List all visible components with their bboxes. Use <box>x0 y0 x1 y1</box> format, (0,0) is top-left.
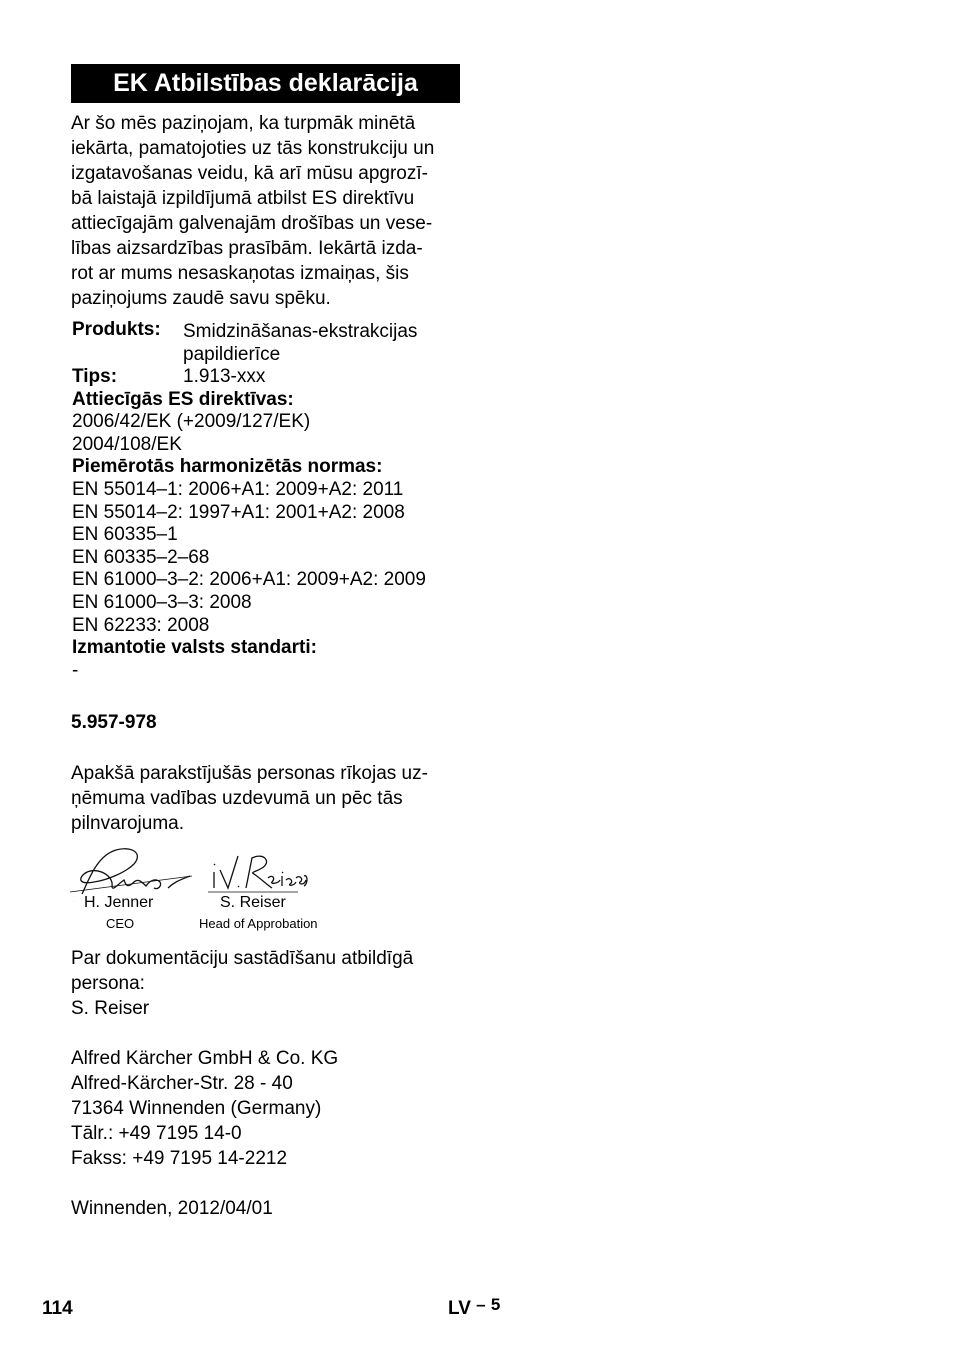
signatory-role: CEO <box>106 916 135 931</box>
signatory-role: Head of Approbation <box>199 916 318 931</box>
national-standards-heading: Izmantotie valsts standarti: <box>72 637 317 659</box>
company-address <box>71 1046 471 1171</box>
responsible-person <box>71 946 471 1021</box>
norm-item: EN 60335–1 <box>72 524 178 546</box>
address-line: 71364 Winnenden (Germany) <box>71 1098 322 1119</box>
responsible-line: Par dokumentāciju sastādīšanu atbildīgā <box>71 948 414 969</box>
signature-block <box>68 842 338 937</box>
product-value-line: Smidzināšanas-ekstrakcijas <box>183 321 418 342</box>
intro-line: lības aizsardzības prasībām. Iekārtā izda- <box>71 238 423 259</box>
norm-item: EN 55014–2: 1997+A1: 2001+A2: 2008 <box>72 501 405 523</box>
norm-item: EN 55014–1: 2006+A1: 2009+A2: 2011 <box>72 478 404 500</box>
type-value: 1.913-xxx <box>183 366 266 387</box>
type-row <box>72 366 472 389</box>
signatories-line: pilnvarojuma. <box>71 813 184 834</box>
page-number: 114 <box>42 1298 73 1319</box>
address-line: Alfred-Kärcher-Str. 28 - 40 <box>71 1073 293 1094</box>
signatory-name: S. Reiser <box>220 894 286 911</box>
address-line: Tālr.: +49 7195 14-0 <box>71 1123 242 1144</box>
directives-heading: Attiecīgās ES direktīvas: <box>72 388 294 410</box>
product-row <box>72 319 472 366</box>
language-marker <box>448 1295 501 1320</box>
directive-item: 2004/108/EK <box>72 433 182 455</box>
signatory-name: H. Jenner <box>84 894 154 911</box>
page-title: EK Atbilstības deklarācija <box>71 64 460 103</box>
intro-line: iekārta, pamatojoties uz tās konstrukciju un <box>71 138 435 159</box>
signatories-line: Apakšā parakstījušās personas rīkojas uz- <box>71 763 428 784</box>
signatories-paragraph <box>71 761 461 836</box>
national-standards-value: - <box>72 659 79 681</box>
intro-line: attiecīgajām galvenajām drošības un vese- <box>71 213 433 234</box>
language-code: LV <box>448 1298 471 1319</box>
intro-line: paziņojums zaudē savu spēku. <box>71 288 331 309</box>
section-page-number: 5 <box>490 1295 501 1314</box>
place-date <box>71 1196 471 1221</box>
norm-item: EN 60335–2–68 <box>72 546 210 568</box>
directive-item: 2006/42/EK (+2009/127/EK) <box>72 411 311 433</box>
norm-item: EN 61000–3–2: 2006+A1: 2009+A2: 2009 <box>72 569 426 591</box>
responsible-line: persona: <box>71 973 145 994</box>
intro-line: bā laistajā izpildījumā atbilst ES direktīvu <box>71 188 415 209</box>
product-label: Produkts: <box>72 319 161 340</box>
page-separator: – <box>476 1295 486 1314</box>
specifications <box>72 319 472 682</box>
document-number: 5.957-978 <box>71 712 157 733</box>
norm-item: EN 61000–3–3: 2008 <box>72 591 252 613</box>
intro-paragraph <box>71 111 461 311</box>
responsible-line: S. Reiser <box>71 998 150 1019</box>
type-label: Tips: <box>72 366 118 387</box>
place-date-line: Winnenden, 2012/04/01 <box>71 1198 273 1219</box>
signatories-line: ņēmuma vadības uzdevumā un pēc tās <box>71 788 403 809</box>
signature-jenner <box>68 842 198 902</box>
intro-line: rot ar mums nesaskaņotas izmaiņas, šis <box>71 263 409 284</box>
product-value <box>183 319 472 366</box>
address-line: Alfred Kärcher GmbH & Co. KG <box>71 1048 339 1069</box>
product-value-line: papildierīce <box>183 344 281 365</box>
intro-line: Ar šo mēs paziņojam, ka turpmāk minētā <box>71 113 416 134</box>
address-line: Fakss: +49 7195 14-2212 <box>71 1148 288 1169</box>
norms-heading: Piemērotās harmonizētās normas: <box>72 456 383 478</box>
norm-item: EN 62233: 2008 <box>72 614 210 636</box>
intro-line: izgatavošanas veidu, kā arī mūsu apgrozī- <box>71 163 428 184</box>
